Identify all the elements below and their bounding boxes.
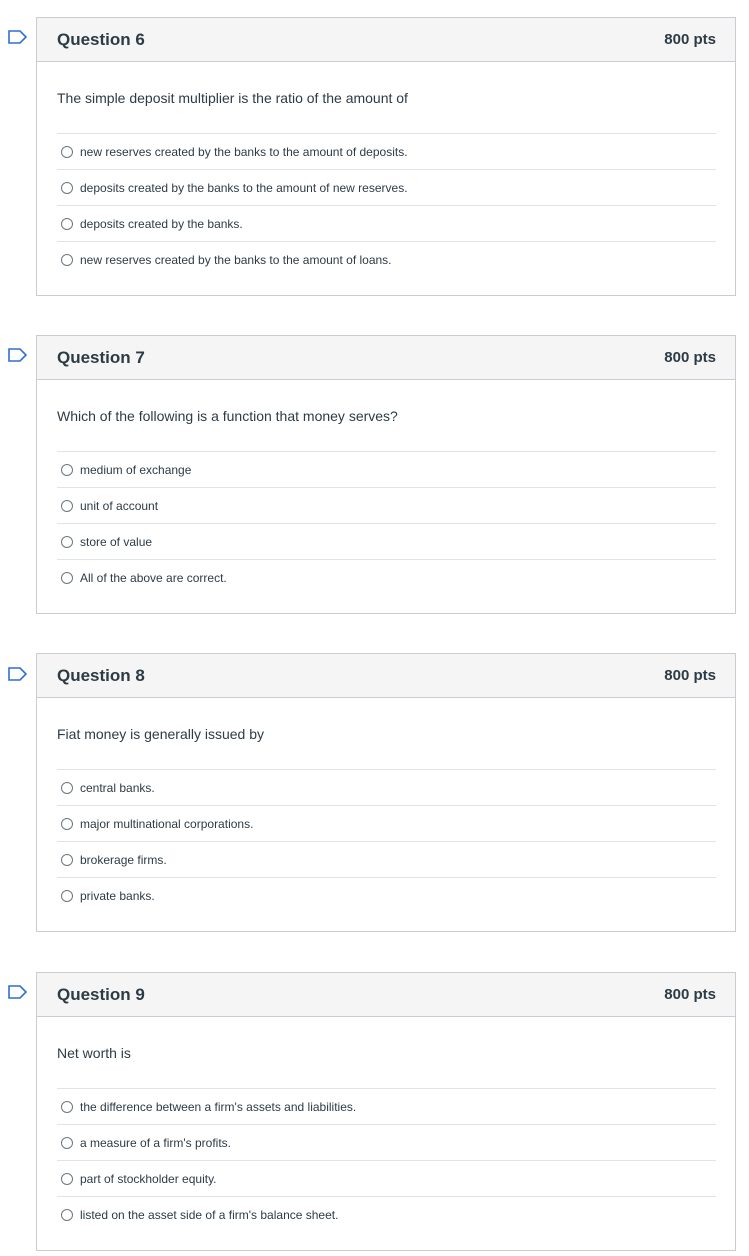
radio-button-icon[interactable] [61,1101,73,1113]
answer-label: All of the above are correct. [80,571,227,585]
radio-button-icon[interactable] [61,218,73,230]
answer-label: new reserves created by the banks to the amount of loans. [80,253,392,267]
question-7 [36,335,736,614]
answer-option[interactable] [57,452,716,488]
question-header [37,336,735,380]
answer-label: the difference between a firm's assets and liabilities. [80,1099,357,1114]
answer-option[interactable] [57,878,716,914]
answer-label: store of value [80,534,153,549]
answer-label: brokerage firms. [80,852,167,867]
answer-option[interactable] [57,242,716,278]
radio-button-icon[interactable] [61,500,73,512]
answer-label: a measure of a firm's profits. [80,1135,232,1150]
answer-label: new reserves created by the banks to the amount of deposits. [80,144,408,159]
radio-button-icon[interactable] [61,782,73,794]
answer-option[interactable] [57,134,716,170]
answer-label: deposits created by the banks. [80,216,243,231]
answer-option[interactable] [57,206,716,242]
answer-option[interactable] [57,1161,716,1197]
answer-option[interactable] [57,842,716,878]
question-text: Which of the following is a function that money serves? [57,380,716,452]
question-points: 800 pts [664,986,716,1003]
answer-option[interactable] [57,806,716,842]
radio-button-icon[interactable] [61,464,73,476]
radio-button-icon[interactable] [61,182,73,194]
answer-option[interactable] [57,560,716,596]
radio-button-icon[interactable] [61,1137,73,1149]
question-9 [36,972,736,1251]
question-text: The simple deposit multiplier is the ratio of the amount of [57,62,716,134]
question-6 [36,17,736,296]
answer-option[interactable] [57,770,716,806]
answer-label: deposits created by the banks to the amount of new reserves. [80,180,408,195]
radio-button-icon[interactable] [61,572,73,584]
question-title: Question 9 [57,984,145,1004]
answer-label: central banks. [80,780,155,795]
radio-button-icon[interactable] [61,254,73,266]
question-header [37,18,735,62]
answer-option[interactable] [57,170,716,206]
radio-button-icon[interactable] [61,1173,73,1185]
question-points: 800 pts [664,349,716,366]
question-header [37,973,735,1017]
flag-question-icon[interactable] [8,985,28,999]
question-text: Fiat money is generally issued by [57,698,716,770]
flag-question-icon[interactable] [8,667,28,681]
flag-question-icon[interactable] [8,348,28,362]
radio-button-icon[interactable] [61,146,73,158]
radio-button-icon[interactable] [61,536,73,548]
answer-label: unit of account [80,498,159,513]
radio-button-icon[interactable] [61,854,73,866]
question-8 [36,653,736,932]
question-text: Net worth is [57,1017,716,1089]
radio-button-icon[interactable] [61,1209,73,1221]
answer-option[interactable] [57,488,716,524]
question-points: 800 pts [664,667,716,684]
flag-question-icon[interactable] [8,30,28,44]
answer-label: major multinational corporations. [80,816,254,831]
answer-option[interactable] [57,524,716,560]
radio-button-icon[interactable] [61,818,73,830]
answer-option[interactable] [57,1125,716,1161]
answer-label: listed on the asset side of a firm's balance sheet. [80,1208,339,1222]
question-header [37,654,735,698]
radio-button-icon[interactable] [61,890,73,902]
question-points: 800 pts [664,31,716,48]
question-title: Question 6 [57,29,145,49]
answer-label: private banks. [80,889,155,903]
question-title: Question 8 [57,665,145,685]
answer-option[interactable] [57,1197,716,1233]
answer-label: part of stockholder equity. [80,1171,217,1186]
answer-label: medium of exchange [80,462,192,477]
answer-option[interactable] [57,1089,716,1125]
question-title: Question 7 [57,347,145,367]
